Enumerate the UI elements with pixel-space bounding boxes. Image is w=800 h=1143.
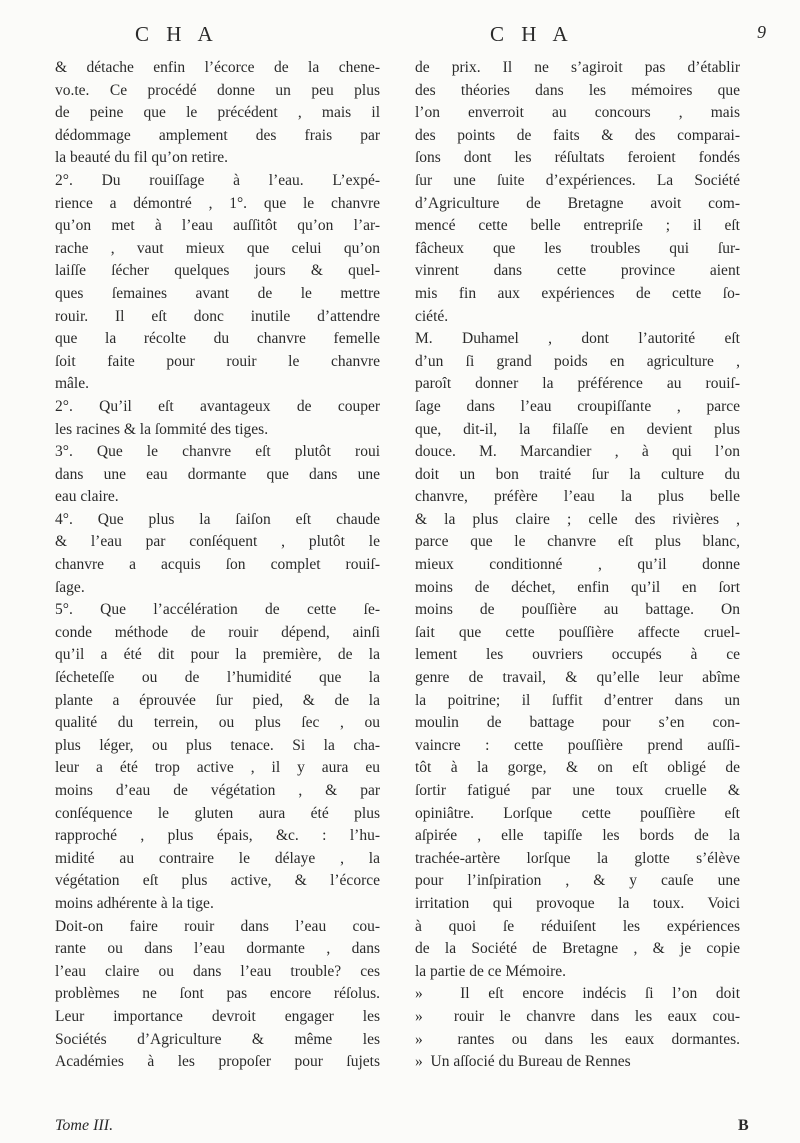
text-line: ſoit faite pour rouir le chanvre: [55, 352, 380, 370]
text-line: dédommage amplement des frais par: [55, 126, 380, 144]
text-line: irritation qui provoque la toux. Voici: [415, 894, 740, 912]
text-line: végétation eſt plus active, & l’écorce: [55, 872, 380, 890]
text-line: rante ou dans l’eau dormante , dans: [55, 940, 380, 958]
text-line: doit un bon traité ſur la culture du: [415, 465, 740, 483]
text-line: de prix. Il ne s’agiroit pas d’établir: [415, 59, 740, 76]
text-line: Académies à les propoſer pour ſujets: [55, 1053, 380, 1071]
text-line: 2°. Du rouiſſage à l’eau. L’expé-: [55, 171, 380, 189]
quoted-line: » rantes ou dans les eaux dormantes.: [415, 1029, 740, 1052]
text-line: ſortir fatigué par une toux cruelle &: [415, 782, 740, 799]
text-line: opiniâtre. Lorſque cette pouſſière eſt: [415, 804, 740, 822]
text-line: 5°. Que l’accélération de cette ſe-: [55, 601, 380, 619]
text-line: Doit-on faire rouir dans l’eau cou-: [55, 917, 380, 935]
text-line: chanvre, préfère l’eau la plus belle: [415, 488, 740, 506]
text-line: de peine que le précédent , mais il: [55, 104, 380, 122]
right-column: [415, 57, 740, 1074]
text-line: qu’il a été dit pour la première, de la: [55, 646, 380, 664]
text-line: plante a éprouvée ſur pied, & de la: [55, 691, 380, 709]
text-line: des points de faits & des comparai-: [415, 126, 740, 144]
text-line: laiſſe ſécher quelques jours & quel-: [55, 262, 380, 280]
text-line: chanvre a acquis ſon complet rouiſ-: [55, 556, 380, 574]
text-line: qualité du terrein, ou plus ſec , ou: [55, 714, 380, 732]
running-header-left: C H A: [135, 22, 219, 46]
text-line: & détache enfin l’écorce de la chene-: [55, 59, 380, 76]
text-line: mieux conditionné , qu’il donne: [415, 556, 740, 574]
text-line: moins de pouſſière au battage. On: [415, 601, 740, 619]
text-line: mis fin aux expériences de cette ſo-: [415, 284, 740, 302]
text-line: aſpirée , elle tapiſſe les bords de la: [415, 827, 740, 845]
text-line: pour l’inſpiration , & y cauſe une: [415, 872, 740, 890]
text-line: rouir. Il eſt donc inutile d’attendre: [55, 307, 380, 325]
text-line: conde méthode de rouir dépend, ainſi: [55, 623, 380, 641]
quoted-line: » rouir le chanvre dans les eaux cou-: [415, 1006, 740, 1029]
text-line: douce. M. Marcandier , à qui l’on: [415, 443, 740, 461]
text-line: ques ſemaines avant de le mettre: [55, 284, 380, 302]
text-line: ſécheteſſe ou de l’humidité que la: [55, 669, 380, 687]
text-line: ſur une ſuite d’expériences. La Société: [415, 171, 740, 189]
text-line: parce que le chanvre eſt plus blanc,: [415, 533, 740, 551]
text-line: l’on enverroit au concours , mais: [415, 104, 740, 122]
text-line: & l’eau par conſéquent , plutôt le: [55, 533, 380, 551]
text-line: tôt à la gorge, & on eſt obligé de: [415, 759, 740, 777]
text-line: les racines & la ſommité des tiges.: [55, 420, 269, 438]
text-line: vinrent dans cette province aient: [415, 262, 740, 280]
volume-label: Tome III.: [55, 1117, 114, 1134]
text-line: d’Agriculture de Bretagne avoit com-: [415, 194, 740, 212]
text-line: 2°. Qu’il eſt avantageux de couper: [55, 397, 380, 415]
quoted-line: » Un aſſocié du Bureau de Rennes: [415, 1051, 740, 1074]
text-line: 3°. Que le chanvre eſt plutôt roui: [55, 443, 380, 461]
text-line: genre de travail, & qu’elle leur abîme: [415, 669, 740, 687]
text-line: M. Duhamel , dont l’autorité eſt: [415, 330, 740, 348]
text-line: lement les ouvriers occupés à ce: [415, 646, 740, 664]
text-line: Leur importance devroit engager les: [55, 1007, 380, 1025]
signature-mark: B: [738, 1117, 749, 1134]
text-line: conſéquence le gluten aura été plus: [55, 804, 380, 822]
text-line: rache , vaut mieux que celui qu’on: [55, 239, 380, 257]
text-line: la beauté du fil qu’on retire.: [55, 149, 229, 167]
text-line: rapproché , plus épais, &c. : l’hu-: [55, 827, 380, 845]
text-line: d’un ſi grand poids en agriculture ,: [415, 352, 740, 370]
running-header-right: C H A: [490, 22, 574, 46]
text-line: plus léger, ou plus tenace. Si la cha-: [55, 736, 380, 754]
text-line: que la récolte du chanvre femelle: [55, 330, 380, 348]
text-line: moins adhérente à la tige.: [55, 894, 214, 912]
text-line: leur a été trop active , il y aura eu: [55, 759, 380, 777]
text-line: midité au contraire le délaye , la: [55, 849, 380, 867]
left-column: [55, 57, 380, 1074]
text-line: la poitrine; il ſuffit d’entrer dans un: [415, 691, 740, 709]
text-line: mencé cette belle entrepriſe ; il eſt: [415, 217, 740, 235]
text-line: vo.te. Ce procédé donne un peu plus: [55, 81, 380, 99]
text-line: moulin de battage pour s’en con-: [415, 714, 740, 732]
text-line: problèmes ne ſont pas encore réſolus.: [55, 985, 380, 1003]
text-line: moins de déchet, enfin qu’il en ſort: [415, 578, 740, 596]
text-line: fâcheux que les troubles qui ſur-: [415, 239, 740, 257]
text-line: à quoi ſe réduiſent les expériences: [415, 917, 740, 935]
text-line: paroît donner la préférence au rouiſ-: [415, 375, 740, 393]
text-line: & la plus claire ; celle des rivières ,: [415, 510, 740, 528]
text-line: moins d’eau de végétation , & par: [55, 782, 380, 799]
text-line: Sociétés d’Agriculture & même les: [55, 1030, 380, 1048]
text-line: que, dit-il, la filaſſe en devient plus: [415, 420, 740, 438]
text-line: des théories dans les mémoires que: [415, 81, 740, 99]
text-line: vaincre : cette pouſſière prend auſſi-: [415, 736, 740, 754]
text-line: mâle.: [55, 375, 89, 393]
text-line: ſons dont les réſultats feroient fondés: [415, 149, 740, 167]
text-line: rience a démontré , 1°. que le chanvre: [55, 194, 380, 212]
text-line: 4°. Que plus la ſaiſon eſt chaude: [55, 510, 380, 528]
text-line: eau claire.: [55, 488, 119, 506]
text-line: ſait que cette pouſſière affecte cruel-: [415, 623, 740, 641]
text-line: ciété.: [415, 307, 449, 325]
text-line: dans une eau dormante que dans une: [55, 465, 380, 483]
text-line: de la Société de Bretagne , & je copie: [415, 940, 740, 958]
text-line: la partie de ce Mémoire.: [415, 962, 567, 980]
page-number: 9: [757, 22, 766, 42]
text-line: qu’on met à l’eau auſſitôt qu’on l’ar-: [55, 217, 380, 235]
text-line: ſage dans l’eau croupiſſante , parce: [415, 397, 740, 415]
text-line: ſage.: [55, 578, 85, 596]
text-line: l’eau claire ou dans l’eau trouble? ces: [55, 962, 380, 980]
text-line: trachée-artère lorſque la glotte s’élève: [415, 849, 740, 867]
quoted-line: » Il eſt encore indécis ſi l’on doit: [415, 983, 740, 1006]
